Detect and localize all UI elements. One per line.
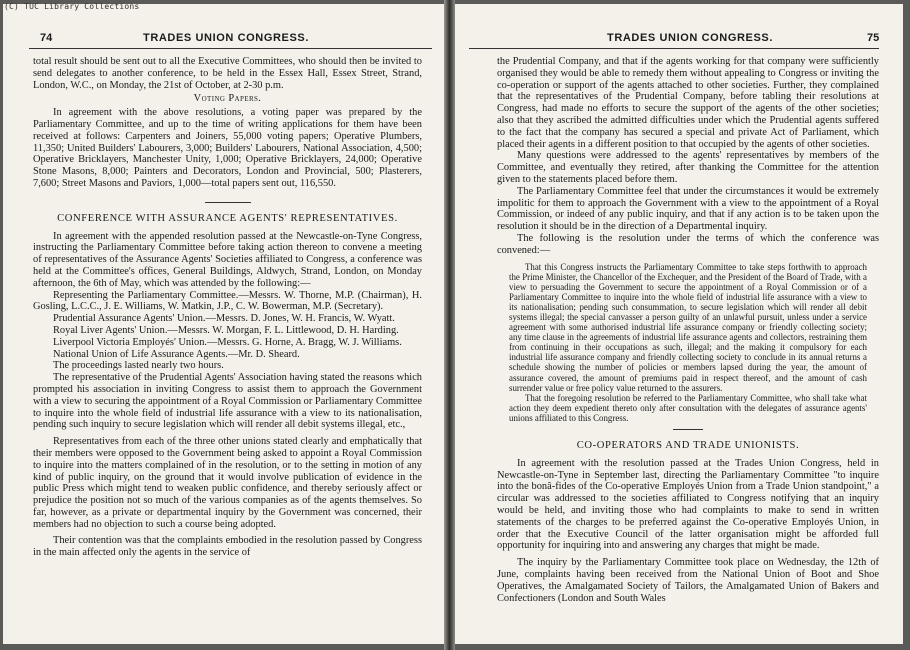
prudential-paragraph: The representative of the Prudential Agents' Association having stated the reasons which prompted his association in inviting Congress to assist them to approach the Government with a view to securing the appointment of a Royal Commission or Parliamentary Committee to inquire into the whole field of industrial life assurance with a view to its nationalisation, pending such inquiry to secure legislation which will render all debit systems illegal, etc., [33,372,422,431]
right-running-title: TRADES UNION CONGRESS. [607,32,773,44]
attendee-paragraph: National Union of Life Assurance Agents.—Mr. D. Sheard. [53,348,300,360]
attendee-paragraph: Liverpool Victoria Employés' Union.—Messrs. G. Horne, A. Bragg, W. J. Williams. [53,336,402,348]
resolution-text: That this Congress instructs the Parliamentary Committee to take steps forthwith to approach the Prime Minister, the Chancellor of the Exchequer, and the President of the Board of Trade, with a view to persuading the Government to secure the appointment of a Royal Commission or of a Parliamentary Committee to inquire into the whole field of industrial life assurance with a view to its nationalisation; pending such consummation, to secure legislation which will render all debit systems illegal; the special canvasser a person guilty of an unlawful pursuit, unless under a service agreement with some authorised industrial life assurance company or friendly collecting society; any time clause in the agreements of industrial life assurance agents and collectors, restraining them from continuing in their occupations as such, illegal; and the making it compulsory for each industrial life assurance company and friendly collecting society to conclude in its annual returns a schedule showing the number of policies or members lapsed during the year, the amount of assurance covered, the amount of premiums paid in respect thereof, and the amount of cash surrender value or free policy value returned to the assurers. [509,261,867,393]
resolution-referral-text: That the foregoing resolution be referred to the Parliamentary Committee, who shall take what action they deem expedient thereto only after consultation with the delegates of assurance agents' unions affiliated to this Congress. [509,392,867,423]
other-unions-paragraph: Representatives from each of the three other unions stated clearly and emphatically that their members were opposed to the Government being asked to appoint a Royal Commission to inquire into the matters complained of in the resolution, or to the setting in motion of any kind of public inquiry, on the ground that it would involve publication of evidence in the public Press which might tend to weaken public confidence, and thereby seriously affect or prejudice the position not so much of the various companies as of the agents themselves. So far, however, as a private or departmental inquiry by the Government was concerned, their members had no objection to such a course being adopted. [33,436,422,530]
continuation-paragraph: the Prudential Company, and that if the agents working for that company were sufficiently organised they would be able to remedy them without appealing to Congress or inviting the co-operation or support of the agents attached to other societies. Further, they complained that the representatives of the Prudential Company, before tabling their resolutions at Congress, had made no efforts to secure the support of the agents of the other societies; also that they ascribed the admitted difficulties under which the Prudential agents suffered to the fact that the company has secured a special and private Act of Parliament, which placed their agents in a different position to that occupied by the agents of other societies. [497,56,879,150]
left-running-title: TRADES UNION CONGRESS. [143,32,309,44]
attendee-paragraph: Royal Liver Agents' Union.—Messrs. W. Morgan, F. L. Littlewood, D. H. Harding. [53,324,399,336]
inquiry-paragraph: The inquiry by the Parliamentary Committee took place on Wednesday, the 12th of June, complaints having been received from the National Union of Boot and Shoe Operatives, the Amalgamated Society of Tailors, the Amalgamated Union of Bakers and Confectioners (London and South Wales [497,557,879,604]
resolution-intro-paragraph: The following is the resolution under the terms of which the conference was convened:— [497,232,879,256]
right-body [497,56,879,604]
right-running-header [455,32,903,46]
attendee-paragraph: Prudential Assurance Agents' Union.—Messrs. D. Jones, W. H. Francis, W. Wyatt. [53,313,395,325]
cooperators-paragraph: In agreement with the resolution passed at the Trades Union Congress, held in Newcastle-on-Tyne in September last, directing the Parliamentary Committee "to inquire into the bonâ-fides of the Co-operative Employés Union from a Trade Union standpoint," a circular was addressed to the societies affiliated to Congress notifying that an inquiry would be held, and inviting those who had complaints to make to send in written statements of the charges to be preferred against the Co-operative Employés Union, in order that the Executive Council of the latter organisation might be afforded full opportunity for inquiring into and answering any charges that might be made. [497,457,879,552]
proceedings-line: The proceedings lasted nearly two hours. [53,360,224,372]
left-header-rule [29,48,432,49]
right-page-number: 75 [867,32,880,44]
right-header-rule [469,48,879,49]
voting-papers-paragraph: In agreement with the above resolutions, a voting paper was prepared by the Parliamentary Committee, and up to the time of writing applications for them have been received at follows: Carpenters and Joiners, 55,000 voting papers; Operative Plumbers, 11,350; United Builders' Labourers, 3,000; Builders' Labourers, National Association, 4,500; Operative Bricklayers, Manchester Unity, 1,000; Operative Bricklayers, 24,000; Operative Stone Masons, 8,000; Painters and Decorators, London and Provincial, 500; Plasterers, 7,600; Street Masons and Paviors, 1,000—total papers sent out, 116,550. [33,107,422,189]
voting-papers-subheading: Voting Papers. [193,93,262,105]
book-gutter [444,0,455,650]
committee-view-paragraph: The Parliamentary Committee feel that under the circumstances it would be extremely impolitic for them to approach the Government with a view to the appointment of a Royal Commission, or indeed of any public inquiry, and that if any action is to be taken upon the resolution it should be in the direction of a Departmental inquiry. [497,185,879,233]
contention-paragraph: Their contention was that the complaints embodied in the resolution passed by Congress in the main affected only the agents in the service of [33,535,422,559]
left-running-header [3,32,444,46]
collection-watermark: (C) TUC Library Collections [4,2,140,11]
questions-paragraph: Many questions were addressed to the agents' representatives by members of the Committee, and eventually they retired, after thanking the Committee for the attention given to the statements placed before them. [497,150,879,185]
section-divider [673,429,703,430]
left-page-number: 74 [40,32,53,44]
cooperators-heading: CO-OPERATORS AND TRADE UNIONISTS. [576,440,800,452]
section-divider [205,202,251,203]
attendee-paragraph: Representing the Parliamentary Committee.—Messrs. W. Thorne, M.P. (Chairman), H. Gosling, L.C.C., J. E. Williams, W. Matkin, J.P., C. W. Bowerman, M.P. (Secretary). [33,289,422,313]
assurance-conference-heading: CONFERENCE WITH ASSURANCE AGENTS' REPRESENTATIVES. [57,212,398,224]
continuation-paragraph: total result should be sent out to all the Executive Committees, who should then be invited to send delegates to another conference, to be held in the Essex Hall, Essex Street, Strand, London, W.C., on Monday, the 21st of October, at 2-30 p.m. [33,56,422,91]
left-body [33,56,422,559]
conference-intro-paragraph: In agreement with the appended resolution passed at the Newcastle-on-Tyne Congress, instructing the Parliamentary Committee before taking action thereon to convene a meeting of representatives of the Assurance Agents' Societies affiliated to Congress, a conference was held at the Committee's offices, General Buildings, Aldwych, Strand, London, on Monday afternoon, the 6th of May, which was attended by the following:— [33,230,422,289]
left-page [3,4,444,644]
right-page [455,4,903,644]
